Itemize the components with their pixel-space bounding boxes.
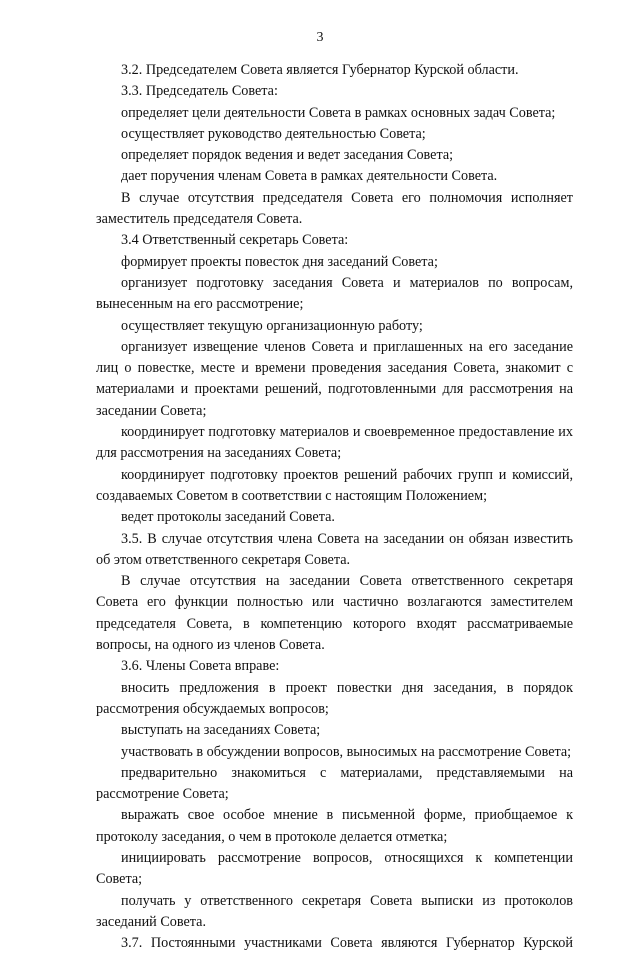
paragraph: В случае отсутствия на заседании Совета ответственного секретаря Совета его функции полностью или частично возлагаются заместителем председателя Совета, в компетенцию которого входят рассматриваемые вопросы, на одного из членов Совета. <box>96 573 573 654</box>
paragraph-3-3: 3.3. Председатель Совета: <box>121 83 278 100</box>
paragraph: В случае отсутствия председателя Совета его полномочия исполняет заместитель председателя Совета. <box>96 189 573 228</box>
list-item: предварительно знакомиться с материалами, представляемыми на рассмотрение Совета; <box>96 764 573 803</box>
document-body <box>96 60 573 954</box>
list-item: осуществляет текущую организационную работу; <box>121 317 423 334</box>
list-item: выражать свое особое мнение в письменной форме, приобщаемое к протоколу заседания, о чем в протоколе делается отметка; <box>96 807 573 845</box>
paragraph-3-4: 3.4 Ответственный секретарь Совета: <box>121 232 349 249</box>
list-item: вносить предложения в проект повестки дня заседания, в порядок рассмотрения обсуждаемых вопросов; <box>96 679 573 717</box>
paragraph-3-2: 3.2. Председателем Совета является Губернатор Курской области. <box>121 62 519 78</box>
list-item: определяет порядок ведения и ведет заседания Совета; <box>121 147 454 164</box>
list-item: организует извещение членов Совета и приглашенных на его заседание лиц о повестке, месте и времени проведения заседания Совета, знакомит с материалами и проектами решений, подготовленными для рассмотрения на заседании Совета; <box>96 338 573 419</box>
list-item: дает поручения членам Совета в рамках деятельности Совета. <box>121 168 498 185</box>
paragraph-3-7: 3.7. Постоянными участниками Совета являются Губернатор Курской <box>121 935 573 952</box>
list-item: формирует проекты повесток дня заседаний Совета; <box>121 253 438 270</box>
list-item: инициировать рассмотрение вопросов, относящихся к компетенции Совета; <box>96 849 573 888</box>
list-item: координирует подготовку проектов решений рабочих групп и комиссий, создаваемых Советом в соответствии с настоящим Положением; <box>96 466 573 504</box>
paragraph-3-5: 3.5. В случае отсутствия члена Совета на заседании он обязан известить об этом ответственного секретаря Совета. <box>96 530 573 568</box>
list-item: организует подготовку заседания Совета и материалов по вопросам, вынесенным на его рассмотрение; <box>96 274 573 313</box>
paragraph-3-6: 3.6. Члены Совета вправе: <box>121 658 280 675</box>
list-item: получать у ответственного секретаря Совета выписки из протоколов заседаний Совета. <box>96 892 573 930</box>
page-number: 3 <box>316 30 324 45</box>
list-item: определяет цели деятельности Совета в рамках основных задач Совета; <box>121 104 556 121</box>
list-item: осуществляет руководство деятельностью Совета; <box>121 125 426 142</box>
list-item: координирует подготовку материалов и своевременное предоставление их для рассмотрения на заседаниях Совета; <box>96 424 573 462</box>
list-item: ведет протоколы заседаний Совета. <box>121 509 335 526</box>
list-item: участвовать в обсуждении вопросов, выносимых на рассмотрение Совета; <box>121 743 572 760</box>
list-item: выступать на заседаниях Совета; <box>121 722 321 739</box>
